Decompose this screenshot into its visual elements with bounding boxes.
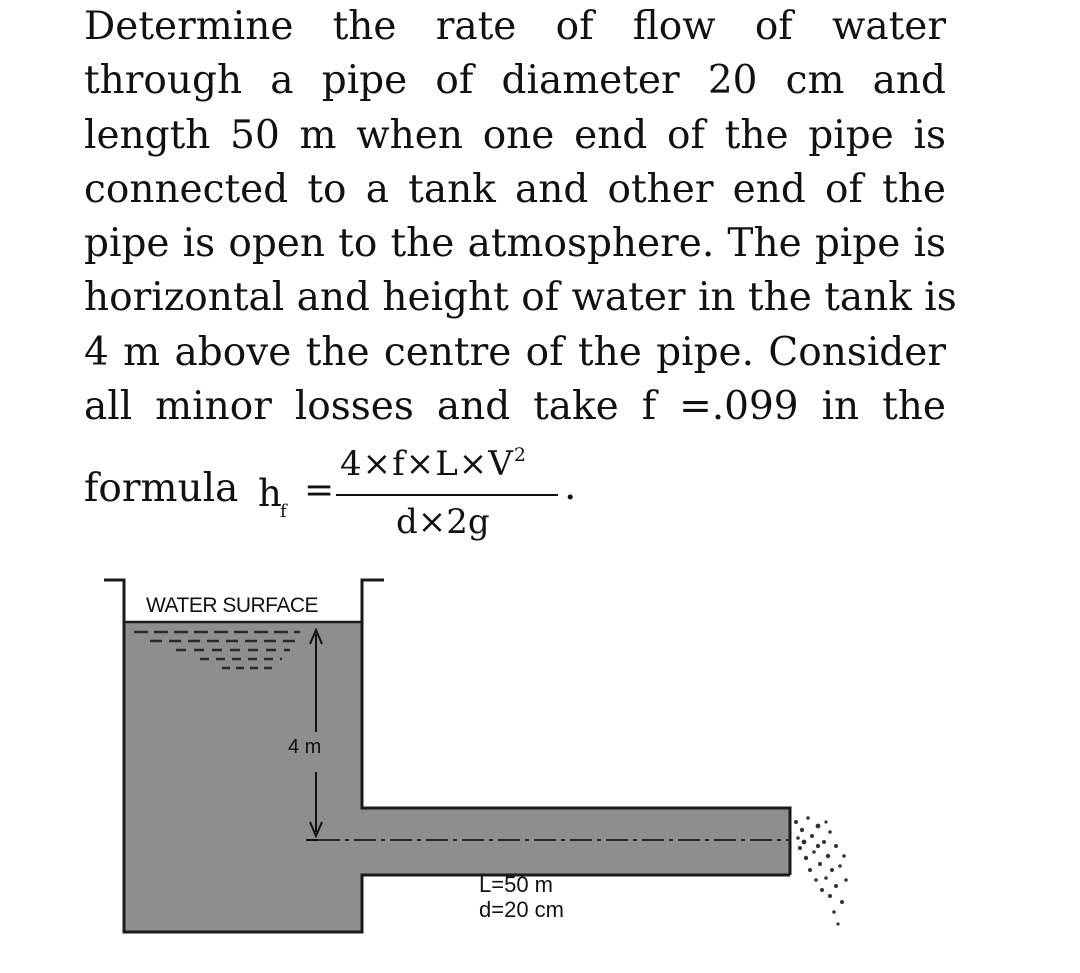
formula-numerator-exponent: 2 bbox=[513, 443, 527, 466]
problem-line-7: 4 m above the centre of the pipe. Consider bbox=[84, 329, 946, 375]
problem-line-6: horizontal and height of water in the tank is bbox=[84, 275, 957, 321]
formula-equals: = bbox=[304, 470, 335, 511]
problem-line-5: pipe is open to the atmosphere. The pipe is bbox=[84, 221, 946, 267]
problem-line-2: through a pipe of diameter 20 cm and bbox=[84, 58, 946, 104]
formula-period: . bbox=[564, 464, 577, 509]
problem-line-4: connected to a tank and other end of the bbox=[84, 166, 946, 212]
formula-denominator: d×2g bbox=[396, 502, 490, 542]
formula-lead-word: formula bbox=[84, 466, 239, 511]
head-loss-formula bbox=[84, 444, 684, 554]
formula-numerator bbox=[340, 444, 527, 484]
formula-lhs: h bbox=[258, 472, 282, 515]
pipe-length-label: L=50 m bbox=[479, 872, 553, 897]
height-label: 4 m bbox=[288, 736, 322, 758]
problem-statement bbox=[84, 0, 957, 434]
formula-fraction-bar bbox=[336, 494, 558, 496]
pipe-diameter-label: d=20 cm bbox=[479, 897, 564, 922]
problem-line-1: Determine the rate of flow of water bbox=[84, 4, 946, 49]
formula-numerator-text: 4×f×L×V bbox=[340, 444, 514, 484]
problem-line-3: length 50 m when one end of the pipe is bbox=[84, 112, 946, 158]
tank-pipe-figure bbox=[0, 560, 1080, 973]
discharge-spray bbox=[794, 816, 848, 925]
problem-line-8: all minor losses and take f =.099 in the bbox=[84, 384, 946, 430]
formula-lhs-subscript: f bbox=[280, 501, 287, 522]
water-surface-label: WATER SURFACE bbox=[146, 594, 319, 617]
